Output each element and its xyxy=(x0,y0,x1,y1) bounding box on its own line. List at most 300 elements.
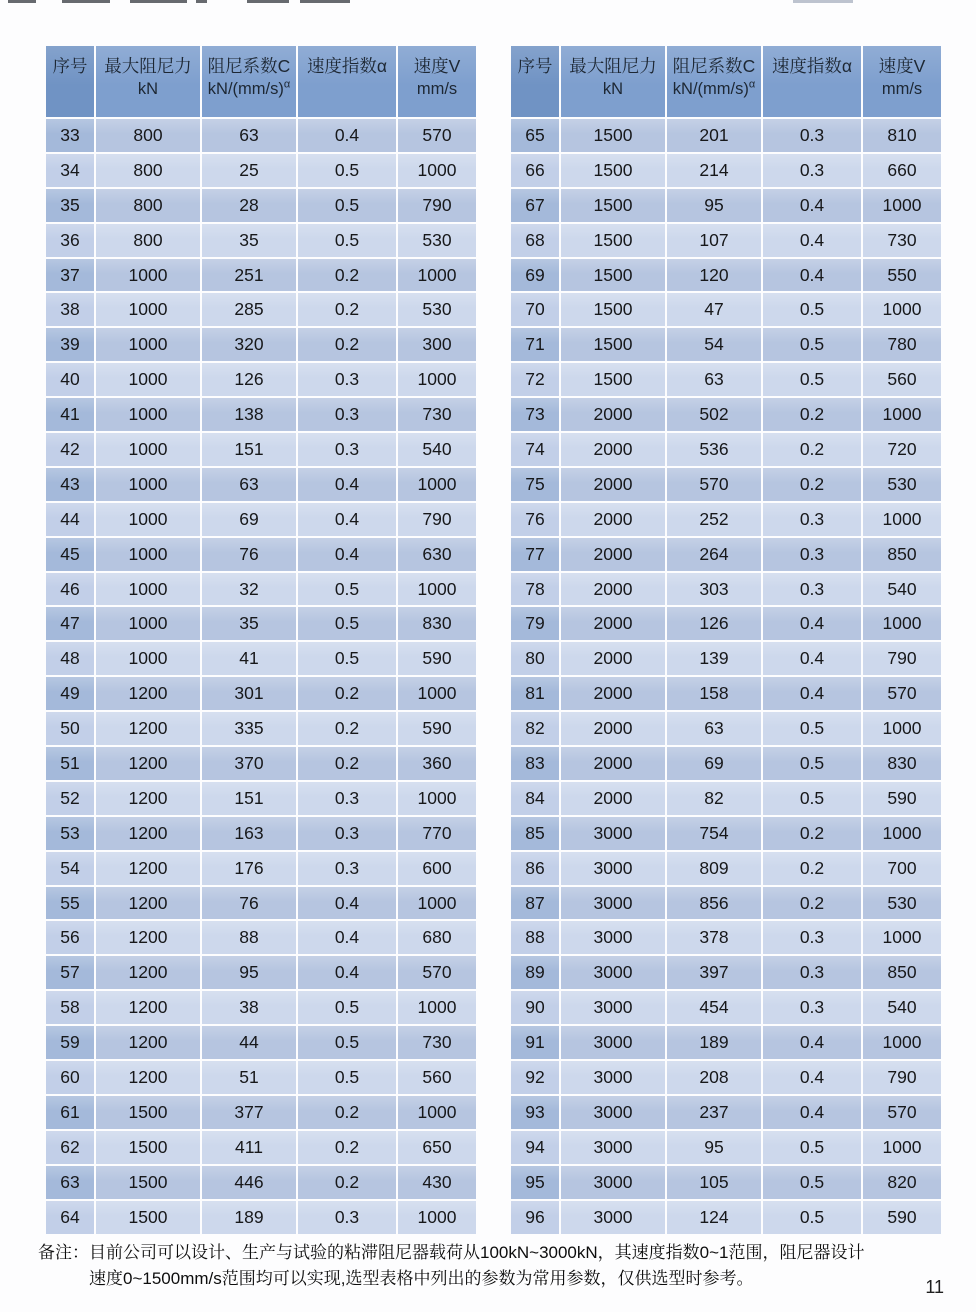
row-index-cell: 83 xyxy=(511,747,559,780)
data-cell: 1200 xyxy=(96,817,200,850)
data-cell: 320 xyxy=(202,328,296,361)
table-row xyxy=(511,468,941,501)
data-cell: 0.3 xyxy=(298,817,396,850)
data-cell: 570 xyxy=(667,468,761,501)
data-cell: 1000 xyxy=(398,1201,476,1234)
table-row xyxy=(46,1131,476,1164)
data-cell: 189 xyxy=(202,1201,296,1234)
data-cell: 3000 xyxy=(561,956,665,989)
data-cell: 54 xyxy=(667,328,761,361)
data-cell: 1200 xyxy=(96,852,200,885)
data-cell: 0.5 xyxy=(763,747,861,780)
data-cell: 590 xyxy=(398,642,476,675)
data-cell: 0.5 xyxy=(298,1026,396,1059)
data-cell: 0.2 xyxy=(763,468,861,501)
data-cell: 0.5 xyxy=(298,224,396,257)
data-cell: 2000 xyxy=(561,433,665,466)
data-cell: 530 xyxy=(863,887,941,920)
data-cell: 0.5 xyxy=(763,1131,861,1164)
column-header: 最大阻尼力 kN xyxy=(561,46,665,117)
data-cell: 1000 xyxy=(96,607,200,640)
data-cell: 0.2 xyxy=(298,677,396,710)
data-cell: 850 xyxy=(863,956,941,989)
data-cell: 0.3 xyxy=(763,503,861,536)
table-row xyxy=(46,224,476,257)
row-index-cell: 91 xyxy=(511,1026,559,1059)
data-cell: 1500 xyxy=(561,119,665,152)
data-cell: 1000 xyxy=(398,573,476,606)
row-index-cell: 86 xyxy=(511,852,559,885)
row-index-cell: 66 xyxy=(511,154,559,187)
row-index-cell: 62 xyxy=(46,1131,94,1164)
data-cell: 82 xyxy=(667,782,761,815)
data-cell: 69 xyxy=(202,503,296,536)
row-index-cell: 34 xyxy=(46,154,94,187)
data-cell: 790 xyxy=(398,189,476,222)
table-row xyxy=(46,293,476,326)
data-cell: 0.2 xyxy=(763,852,861,885)
data-cell: 252 xyxy=(667,503,761,536)
row-index-cell: 54 xyxy=(46,852,94,885)
row-index-cell: 47 xyxy=(46,607,94,640)
data-cell: 0.4 xyxy=(298,468,396,501)
data-cell: 1000 xyxy=(398,677,476,710)
row-index-cell: 35 xyxy=(46,189,94,222)
data-cell: 600 xyxy=(398,852,476,885)
data-cell: 560 xyxy=(398,1061,476,1094)
data-cell: 590 xyxy=(398,712,476,745)
data-cell: 0.5 xyxy=(298,607,396,640)
data-cell: 1000 xyxy=(96,468,200,501)
data-cell: 1000 xyxy=(96,293,200,326)
data-cell: 95 xyxy=(202,956,296,989)
data-cell: 1200 xyxy=(96,747,200,780)
data-cell: 0.5 xyxy=(763,293,861,326)
data-cell: 570 xyxy=(398,956,476,989)
data-cell: 590 xyxy=(863,782,941,815)
table-row xyxy=(511,642,941,675)
table-row xyxy=(511,1096,941,1129)
data-cell: 76 xyxy=(202,538,296,571)
table-row xyxy=(511,433,941,466)
data-cell: 540 xyxy=(863,991,941,1024)
data-cell: 1500 xyxy=(561,328,665,361)
data-cell: 0.3 xyxy=(298,1201,396,1234)
row-index-cell: 45 xyxy=(46,538,94,571)
data-cell: 0.5 xyxy=(763,712,861,745)
page-top-artifact xyxy=(247,0,289,3)
data-cell: 0.2 xyxy=(298,1131,396,1164)
data-cell: 1000 xyxy=(863,189,941,222)
data-cell: 63 xyxy=(667,712,761,745)
table-row xyxy=(46,538,476,571)
data-cell: 214 xyxy=(667,154,761,187)
row-index-cell: 49 xyxy=(46,677,94,710)
data-cell: 830 xyxy=(863,747,941,780)
data-cell: 0.3 xyxy=(763,154,861,187)
row-index-cell: 51 xyxy=(46,747,94,780)
table-row xyxy=(46,1201,476,1234)
data-cell: 790 xyxy=(398,503,476,536)
data-cell: 2000 xyxy=(561,712,665,745)
data-cell: 1000 xyxy=(863,503,941,536)
data-cell: 208 xyxy=(667,1061,761,1094)
data-cell: 536 xyxy=(667,433,761,466)
damper-parameter-table-left xyxy=(44,44,478,1236)
row-index-cell: 74 xyxy=(511,433,559,466)
data-cell: 0.3 xyxy=(298,398,396,431)
data-cell: 35 xyxy=(202,607,296,640)
data-cell: 0.4 xyxy=(298,956,396,989)
data-cell: 1000 xyxy=(398,363,476,396)
data-cell: 3000 xyxy=(561,817,665,850)
row-index-cell: 67 xyxy=(511,189,559,222)
data-cell: 2000 xyxy=(561,642,665,675)
table-row xyxy=(511,224,941,257)
data-cell: 201 xyxy=(667,119,761,152)
data-cell: 430 xyxy=(398,1166,476,1199)
data-cell: 2000 xyxy=(561,398,665,431)
row-index-cell: 70 xyxy=(511,293,559,326)
data-cell: 800 xyxy=(96,119,200,152)
data-cell: 800 xyxy=(96,154,200,187)
data-cell: 0.4 xyxy=(763,677,861,710)
data-cell: 856 xyxy=(667,887,761,920)
table-row xyxy=(46,887,476,920)
data-cell: 502 xyxy=(667,398,761,431)
row-index-cell: 39 xyxy=(46,328,94,361)
data-cell: 139 xyxy=(667,642,761,675)
row-index-cell: 85 xyxy=(511,817,559,850)
data-cell: 1500 xyxy=(561,259,665,292)
data-cell: 0.3 xyxy=(298,363,396,396)
table-header-row xyxy=(511,46,941,117)
data-cell: 2000 xyxy=(561,538,665,571)
data-cell: 1000 xyxy=(96,398,200,431)
row-index-cell: 90 xyxy=(511,991,559,1024)
data-cell: 700 xyxy=(863,852,941,885)
data-cell: 0.3 xyxy=(763,538,861,571)
page-top-artifact xyxy=(8,0,36,3)
row-index-cell: 71 xyxy=(511,328,559,361)
data-cell: 0.5 xyxy=(298,189,396,222)
data-cell: 35 xyxy=(202,224,296,257)
row-index-cell: 36 xyxy=(46,224,94,257)
row-index-cell: 53 xyxy=(46,817,94,850)
data-cell: 0.2 xyxy=(298,1166,396,1199)
data-cell: 126 xyxy=(667,607,761,640)
table-row xyxy=(511,1026,941,1059)
table-row xyxy=(511,1061,941,1094)
row-index-cell: 33 xyxy=(46,119,94,152)
data-cell: 88 xyxy=(202,921,296,954)
table-row xyxy=(46,712,476,745)
data-cell: 570 xyxy=(398,119,476,152)
data-cell: 1500 xyxy=(96,1166,200,1199)
data-cell: 0.4 xyxy=(298,887,396,920)
data-cell: 0.4 xyxy=(763,259,861,292)
data-cell: 1000 xyxy=(863,1131,941,1164)
data-cell: 530 xyxy=(398,224,476,257)
data-cell: 560 xyxy=(863,363,941,396)
data-cell: 0.5 xyxy=(298,1061,396,1094)
page-top-artifact xyxy=(300,0,350,3)
table-row xyxy=(46,677,476,710)
data-cell: 1000 xyxy=(398,154,476,187)
table-row xyxy=(46,1166,476,1199)
table-row xyxy=(46,921,476,954)
table-row xyxy=(46,747,476,780)
data-cell: 0.2 xyxy=(298,747,396,780)
data-cell: 138 xyxy=(202,398,296,431)
row-index-cell: 82 xyxy=(511,712,559,745)
table-row xyxy=(511,293,941,326)
data-cell: 411 xyxy=(202,1131,296,1164)
data-cell: 377 xyxy=(202,1096,296,1129)
data-cell: 454 xyxy=(667,991,761,1024)
data-cell: 0.5 xyxy=(763,363,861,396)
data-cell: 303 xyxy=(667,573,761,606)
data-cell: 0.3 xyxy=(763,119,861,152)
data-cell: 0.4 xyxy=(763,1026,861,1059)
row-index-cell: 52 xyxy=(46,782,94,815)
table-row xyxy=(46,363,476,396)
row-index-cell: 96 xyxy=(511,1201,559,1234)
data-cell: 3000 xyxy=(561,1096,665,1129)
data-cell: 730 xyxy=(398,398,476,431)
data-cell: 530 xyxy=(398,293,476,326)
data-cell: 0.2 xyxy=(298,328,396,361)
column-header: 速度指数α xyxy=(763,46,861,117)
data-cell: 0.2 xyxy=(298,1096,396,1129)
data-cell: 51 xyxy=(202,1061,296,1094)
data-cell: 0.4 xyxy=(298,119,396,152)
data-cell: 540 xyxy=(863,573,941,606)
data-cell: 0.3 xyxy=(298,782,396,815)
row-index-cell: 84 xyxy=(511,782,559,815)
data-cell: 0.2 xyxy=(298,259,396,292)
data-cell: 0.4 xyxy=(298,503,396,536)
data-cell: 650 xyxy=(398,1131,476,1164)
data-cell: 830 xyxy=(398,607,476,640)
data-cell: 3000 xyxy=(561,887,665,920)
row-index-cell: 57 xyxy=(46,956,94,989)
data-cell: 95 xyxy=(667,189,761,222)
data-cell: 850 xyxy=(863,538,941,571)
column-header: 序号 xyxy=(46,46,94,117)
data-cell: 1000 xyxy=(863,921,941,954)
data-cell: 730 xyxy=(863,224,941,257)
data-cell: 370 xyxy=(202,747,296,780)
data-cell: 0.4 xyxy=(763,1061,861,1094)
data-cell: 3000 xyxy=(561,1166,665,1199)
note-line: 目前公司可以设计、生产与试验的粘滞阻尼器载荷从100kN~3000kN，其速度指数0~1范围，阻尼器设计 xyxy=(89,1243,865,1262)
table-row xyxy=(511,538,941,571)
data-cell: 126 xyxy=(202,363,296,396)
data-cell: 1000 xyxy=(96,433,200,466)
row-index-cell: 87 xyxy=(511,887,559,920)
damper-parameter-table-right xyxy=(509,44,943,1236)
data-cell: 0.4 xyxy=(298,921,396,954)
table-header-row xyxy=(46,46,476,117)
row-index-cell: 44 xyxy=(46,503,94,536)
data-cell: 0.4 xyxy=(763,642,861,675)
data-cell: 0.5 xyxy=(763,328,861,361)
data-cell: 1200 xyxy=(96,1026,200,1059)
data-cell: 1500 xyxy=(96,1131,200,1164)
table-row xyxy=(46,119,476,152)
row-index-cell: 69 xyxy=(511,259,559,292)
column-header: 最大阻尼力 kN xyxy=(96,46,200,117)
data-cell: 680 xyxy=(398,921,476,954)
row-index-cell: 42 xyxy=(46,433,94,466)
data-cell: 107 xyxy=(667,224,761,257)
page-number: 11 xyxy=(925,1277,944,1297)
data-cell: 1000 xyxy=(863,817,941,850)
table-row xyxy=(46,817,476,850)
table-row xyxy=(46,956,476,989)
data-cell: 3000 xyxy=(561,1026,665,1059)
row-index-cell: 81 xyxy=(511,677,559,710)
data-cell: 1200 xyxy=(96,956,200,989)
data-cell: 176 xyxy=(202,852,296,885)
data-cell: 530 xyxy=(863,468,941,501)
data-cell: 1000 xyxy=(863,712,941,745)
table-row xyxy=(511,607,941,640)
data-cell: 0.5 xyxy=(298,154,396,187)
table-row xyxy=(46,642,476,675)
data-cell: 0.3 xyxy=(298,852,396,885)
data-cell: 0.3 xyxy=(763,956,861,989)
data-cell: 2000 xyxy=(561,468,665,501)
data-cell: 1000 xyxy=(398,259,476,292)
data-cell: 0.5 xyxy=(763,1201,861,1234)
data-cell: 780 xyxy=(863,328,941,361)
data-cell: 0.5 xyxy=(763,1166,861,1199)
data-cell: 1000 xyxy=(96,642,200,675)
table-row xyxy=(511,991,941,1024)
data-cell: 251 xyxy=(202,259,296,292)
table-row xyxy=(511,363,941,396)
table-row xyxy=(46,1061,476,1094)
table-row xyxy=(511,712,941,745)
row-index-cell: 40 xyxy=(46,363,94,396)
data-cell: 0.4 xyxy=(763,189,861,222)
data-cell: 540 xyxy=(398,433,476,466)
data-cell: 1500 xyxy=(561,224,665,257)
table-row xyxy=(46,607,476,640)
data-cell: 1500 xyxy=(561,154,665,187)
data-cell: 0.2 xyxy=(298,712,396,745)
data-cell: 730 xyxy=(398,1026,476,1059)
data-cell: 3000 xyxy=(561,991,665,1024)
data-cell: 1000 xyxy=(96,503,200,536)
data-cell: 95 xyxy=(667,1131,761,1164)
table-row xyxy=(511,573,941,606)
data-cell: 300 xyxy=(398,328,476,361)
row-index-cell: 55 xyxy=(46,887,94,920)
data-cell: 660 xyxy=(863,154,941,187)
data-cell: 630 xyxy=(398,538,476,571)
data-cell: 1000 xyxy=(96,363,200,396)
table-row xyxy=(511,259,941,292)
data-cell: 2000 xyxy=(561,503,665,536)
table-row xyxy=(46,1096,476,1129)
data-cell: 1200 xyxy=(96,712,200,745)
data-cell: 2000 xyxy=(561,607,665,640)
data-cell: 1200 xyxy=(96,991,200,1024)
data-cell: 3000 xyxy=(561,1131,665,1164)
table-row xyxy=(511,1201,941,1234)
data-cell: 1200 xyxy=(96,1061,200,1094)
data-cell: 810 xyxy=(863,119,941,152)
row-index-cell: 95 xyxy=(511,1166,559,1199)
table-row xyxy=(46,189,476,222)
data-cell: 1000 xyxy=(96,328,200,361)
data-cell: 1200 xyxy=(96,782,200,815)
data-cell: 38 xyxy=(202,991,296,1024)
column-header: 速度V mm/s xyxy=(863,46,941,117)
row-index-cell: 80 xyxy=(511,642,559,675)
data-cell: 1000 xyxy=(863,1026,941,1059)
data-cell: 0.2 xyxy=(763,887,861,920)
row-index-cell: 79 xyxy=(511,607,559,640)
data-cell: 397 xyxy=(667,956,761,989)
table-row xyxy=(46,328,476,361)
data-cell: 0.5 xyxy=(298,573,396,606)
row-index-cell: 77 xyxy=(511,538,559,571)
row-index-cell: 43 xyxy=(46,468,94,501)
column-header: 序号 xyxy=(511,46,559,117)
data-cell: 0.3 xyxy=(763,921,861,954)
data-cell: 28 xyxy=(202,189,296,222)
data-cell: 41 xyxy=(202,642,296,675)
data-cell: 1000 xyxy=(863,293,941,326)
row-index-cell: 41 xyxy=(46,398,94,431)
data-cell: 0.3 xyxy=(763,991,861,1024)
data-cell: 2000 xyxy=(561,677,665,710)
data-cell: 151 xyxy=(202,433,296,466)
row-index-cell: 93 xyxy=(511,1096,559,1129)
table-row xyxy=(46,154,476,187)
table-row xyxy=(46,433,476,466)
table-row xyxy=(511,747,941,780)
data-cell: 570 xyxy=(863,677,941,710)
data-cell: 1500 xyxy=(96,1201,200,1234)
column-header: 阻尼系数C $kN/(mm/s)^\alpha$ xyxy=(667,46,761,117)
row-index-cell: 64 xyxy=(46,1201,94,1234)
data-cell: 2000 xyxy=(561,573,665,606)
table-row xyxy=(511,817,941,850)
data-cell: 0.2 xyxy=(298,293,396,326)
data-cell: 285 xyxy=(202,293,296,326)
table-row xyxy=(46,991,476,1024)
data-cell: 63 xyxy=(202,119,296,152)
row-index-cell: 88 xyxy=(511,921,559,954)
data-cell: 0.5 xyxy=(298,991,396,1024)
data-cell: 770 xyxy=(398,817,476,850)
data-cell: 105 xyxy=(667,1166,761,1199)
data-cell: 0.4 xyxy=(763,1096,861,1129)
table-row xyxy=(511,189,941,222)
data-cell: 63 xyxy=(202,468,296,501)
data-cell: 590 xyxy=(863,1201,941,1234)
data-cell: 360 xyxy=(398,747,476,780)
data-cell: 446 xyxy=(202,1166,296,1199)
data-cell: 809 xyxy=(667,852,761,885)
row-index-cell: 92 xyxy=(511,1061,559,1094)
parameter-tables xyxy=(44,44,943,1236)
